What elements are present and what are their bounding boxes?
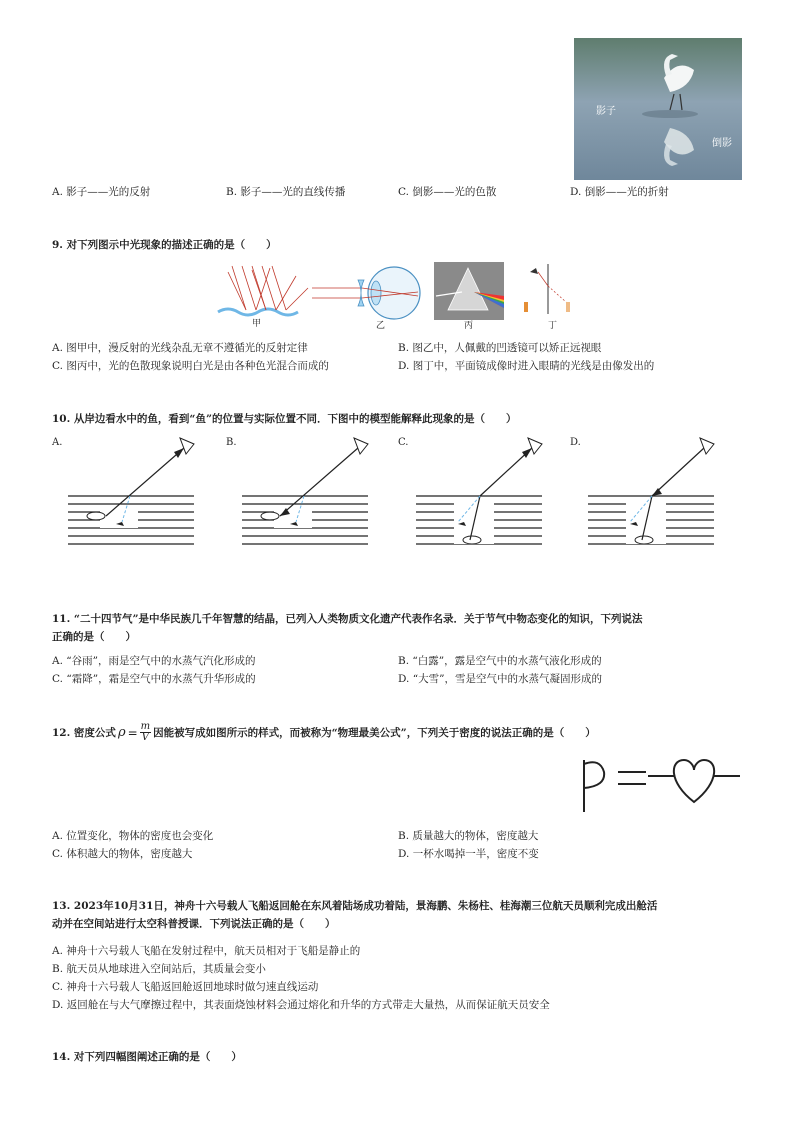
q10-figure-d: [586, 432, 726, 556]
q12-heart-formula-figure: [572, 752, 742, 818]
q11-option-a: A. “谷雨”，雨是空气中的水蒸气汽化形成的: [52, 655, 256, 667]
q10-label-d: D.: [570, 437, 581, 448]
q8-option-d: D. 倒影——光的折射: [570, 186, 669, 198]
q11-option-b: B. “白露”，露是空气中的水蒸气液化形成的: [398, 655, 602, 667]
q9-figure-label-yi: 乙: [376, 321, 386, 331]
q9-option-c: C. 图丙中，光的色散现象说明白光是由各种色光混合而成的: [52, 360, 329, 372]
formula-fraction: [140, 722, 151, 743]
q10-figure-a: [66, 432, 206, 556]
q10-title: 10. 从岸边看水中的鱼，看到“鱼”的位置与实际位置不同．下图中的模型能解释此现象的是（ ）: [52, 413, 517, 425]
q9-figures: [212, 258, 572, 330]
q12-option-d: D. 一杯水喝掉一半，密度不变: [398, 848, 539, 860]
q12-title: [52, 722, 596, 743]
figure-bing-prism: [434, 262, 504, 320]
q9-figure-label-jia: 甲: [252, 319, 262, 329]
figure-yi-eye-lens: [312, 267, 420, 319]
formula-rho: ρ: [117, 725, 126, 740]
figure-ding-plane-mirror: [524, 264, 570, 314]
q13-option-c: C. 神舟十六号载人飞船返回舱返回地球时做匀速直线运动: [52, 981, 319, 993]
q12-option-a: A. 位置变化，物体的密度也会变化: [52, 830, 214, 842]
formula-denominator-v: V: [141, 732, 150, 743]
q8-option-c: C. 倒影——光的色散: [398, 186, 497, 198]
q9-figures-graphic: [212, 258, 572, 330]
q13-option-a: A. 神舟十六号载人飞船在发射过程中，航天员相对于飞船是静止的: [52, 945, 361, 957]
q9-title: 9. 对下列图示中光现象的描述正确的是（ ）: [52, 239, 277, 251]
q9-option-b: B. 图乙中，人佩戴的凹透镜可以矫正远视眼: [398, 342, 602, 354]
q9-option-d: D. 图丁中，平面镜成像时进入眼睛的光线是由像发出的: [398, 360, 655, 372]
q9-figure-label-bing: 丙: [464, 321, 474, 331]
q11-title-line1: 11. “二十四节气”是中华民族几千年智慧的结晶，已列入人类物质文化遗产代表作名录．关于节气中物态变化的知识，下列说法: [52, 613, 643, 625]
q10-figure-b: [240, 432, 380, 556]
q12-option-c: C. 体积越大的物体，密度越大: [52, 848, 193, 860]
q14-title: 14. 对下列四幅图阐述正确的是（ ）: [52, 1051, 242, 1063]
reflection-label: 倒影: [712, 138, 732, 149]
formula-equals: =: [127, 725, 138, 740]
q11-title-line2: 正确的是（ ）: [52, 631, 136, 643]
q8-option-a: A. 影子——光的反射: [52, 186, 151, 198]
q10-figure-c: [414, 432, 554, 556]
q12-title-suffix: 因能被写成如图所示的样式，而被称为“物理最美公式”，下列关于密度的说法正确的是（ ）: [153, 727, 596, 739]
q13-title-line1: 13. 2023年10月31日，神舟十六号载人飞船返回舱在东风着陆场成功着陆，景海鹏、朱杨柱、桂海潮三位航天员顺利完成出舱活: [52, 900, 658, 912]
q12-formula: [118, 722, 151, 743]
q13-option-d: D. 返回舱在与大气摩擦过程中，其表面烧蚀材料会通过熔化和升华的方式带走大量热，从而保证航天员安全: [52, 999, 550, 1011]
q10-label-a: A.: [52, 437, 63, 448]
q9-option-a: A. 图甲中，漫反射的光线杂乱无章不遵循光的反射定律: [52, 342, 308, 354]
q13-title-line2: 动并在空间站进行太空科普授课．下列说法正确的是（ ）: [52, 918, 336, 930]
q11-option-c: C. “霜降”，霜是空气中的水蒸气升华形成的: [52, 673, 256, 685]
q8-option-b: B. 影子——光的直线传播: [226, 186, 346, 198]
q10-label-b: B.: [226, 437, 237, 448]
q12-title-prefix: 12. 密度公式: [52, 727, 116, 739]
figure-jia-diffuse-reflection: [218, 266, 308, 315]
q11-option-d: D. “大雪”，雪是空气中的水蒸气凝固形成的: [398, 673, 602, 685]
shadow-label: 影子: [596, 106, 616, 117]
formula-numerator-m: m: [140, 721, 151, 732]
q13-option-b: B. 航天员从地球进入空间站后，其质量会变小: [52, 963, 266, 975]
q12-option-b: B. 质量越大的物体，密度越大: [398, 830, 539, 842]
q10-label-c: C.: [398, 437, 409, 448]
egret-photo: [574, 38, 742, 180]
q9-figure-label-ding: 丁: [548, 321, 558, 331]
